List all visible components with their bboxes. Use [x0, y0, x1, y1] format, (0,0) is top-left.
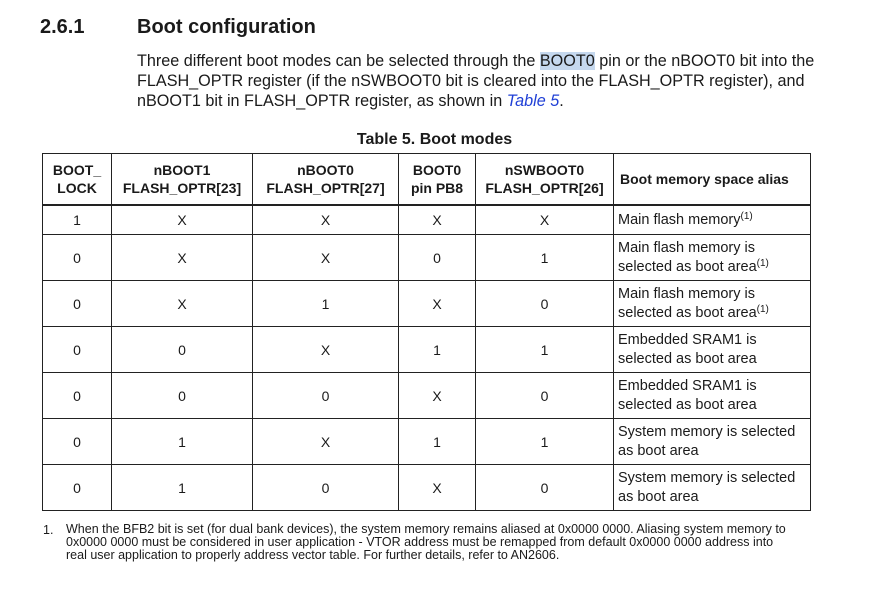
table-cell: 0 [43, 327, 112, 373]
boot-alias-cell [614, 373, 811, 419]
table-cell: X [399, 465, 476, 511]
table-cell: X [112, 205, 253, 235]
header-line: FLASH_OPTR[27] [266, 180, 385, 196]
boot-alias-cell [614, 465, 811, 511]
boot-alias-text: Main flash memory is selected as boot area [618, 285, 757, 321]
boot-alias-cell [614, 327, 811, 373]
boot-alias-text: Embedded SRAM1 is selected as boot area [618, 377, 757, 413]
highlighted-term: BOOT0 [539, 52, 595, 70]
header-line: pin PB8 [410, 180, 464, 196]
table-cell: 0 [253, 373, 399, 419]
table-row [43, 465, 811, 511]
boot-alias-text: Main flash memory is selected as boot area [618, 239, 757, 275]
header-line: nBOOT1 [153, 162, 211, 178]
table-cell: 0 [43, 419, 112, 465]
header-line: BOOT_ [52, 162, 102, 178]
boot-alias-cell [614, 419, 811, 465]
table-cell: 0 [399, 235, 476, 281]
table-cell: 1 [112, 465, 253, 511]
footnote-marker: (1) [740, 210, 753, 222]
boot-alias-text: Embedded SRAM1 is selected as boot area [618, 331, 757, 367]
header-line: Boot memory space alias [620, 171, 789, 187]
table-cell: 0 [43, 373, 112, 419]
footnote-marker: (1) [756, 257, 769, 269]
header-line: nBOOT0 [297, 162, 354, 178]
table-cell: X [399, 205, 476, 235]
intro-paragraph [137, 51, 827, 111]
table-row [43, 419, 811, 465]
table-cell: X [112, 235, 253, 281]
header-line: LOCK [57, 180, 97, 196]
footnote-text: When the BFB2 bit is set (for dual bank devices), the system memory remains aliased at 0x0000 0000. Aliasing system memory to 0x0000 0000 must be considered in user application - VTOR address must be remapped from default 0x0000 0000 address into real user application to properly address vector table. For further details, refer to AN2606. [66, 522, 786, 562]
header-line: FLASH_OPTR[26] [485, 180, 604, 196]
table-cell: 1 [253, 281, 399, 327]
boot-alias-text: Main flash memory [618, 211, 741, 228]
header-nboot0 [253, 154, 399, 206]
table-caption: Table 5. Boot modes [356, 131, 513, 148]
table-cell: 0 [112, 327, 253, 373]
table-row [43, 327, 811, 373]
table-cell: 1 [43, 205, 112, 235]
table-cell: X [253, 419, 399, 465]
header-boot0-pin [399, 154, 476, 206]
intro-text-1: Three different boot modes can be selected through the [137, 52, 540, 70]
table-row [43, 281, 811, 327]
table-cell: 0 [43, 281, 112, 327]
boot-alias-cell [614, 205, 811, 235]
footnote-number: 1. [43, 523, 54, 537]
header-nboot1 [112, 154, 253, 206]
table-cell: 0 [43, 235, 112, 281]
intro-text-2: pin or the nBOOT0 bit into the FLASH_OPTR register (if the nSWBOOT0 bit is cleared into the FLASH_OPTR register), and nBOOT1 bit in FLASH_OPTR register, as shown in [137, 52, 815, 110]
header-boot-alias [614, 154, 811, 206]
table-cell: 0 [43, 465, 112, 511]
table-cell: 1 [112, 419, 253, 465]
table-cell: X [253, 205, 399, 235]
table-cell: 1 [476, 419, 614, 465]
table-cell: X [253, 327, 399, 373]
table-cell: 0 [476, 373, 614, 419]
table-cell: X [399, 281, 476, 327]
section-title: Boot configuration [137, 16, 316, 38]
table-cell: X [253, 235, 399, 281]
table-cell: 0 [476, 465, 614, 511]
table-reference-link[interactable]: Table 5 [506, 92, 560, 110]
header-line: nSWBOOT0 [504, 162, 585, 178]
table-cell: 1 [399, 419, 476, 465]
table-cell: 1 [476, 235, 614, 281]
table-row [43, 235, 811, 281]
intro-text-3: . [559, 92, 564, 110]
table-header-row [43, 154, 811, 206]
table-row [43, 373, 811, 419]
table-cell: 0 [253, 465, 399, 511]
boot-alias-cell [614, 281, 811, 327]
header-nswboot0 [476, 154, 614, 206]
boot-alias-text: System memory is selected as boot area [618, 423, 796, 459]
table-cell: 1 [399, 327, 476, 373]
table-row [43, 205, 811, 235]
table-cell: X [476, 205, 614, 235]
boot-alias-text: System memory is selected as boot area [618, 469, 796, 505]
table-cell: 1 [476, 327, 614, 373]
section-number: 2.6.1 [40, 16, 85, 38]
table-cell: 0 [112, 373, 253, 419]
footnote-marker: (1) [756, 303, 769, 315]
header-line: FLASH_OPTR[23] [122, 180, 242, 196]
header-boot-lock [43, 154, 112, 206]
boot-alias-cell [614, 235, 811, 281]
header-line: BOOT0 [412, 162, 462, 178]
table-cell: 0 [476, 281, 614, 327]
table-cell: X [112, 281, 253, 327]
table-cell: X [399, 373, 476, 419]
boot-modes-table [42, 153, 811, 511]
